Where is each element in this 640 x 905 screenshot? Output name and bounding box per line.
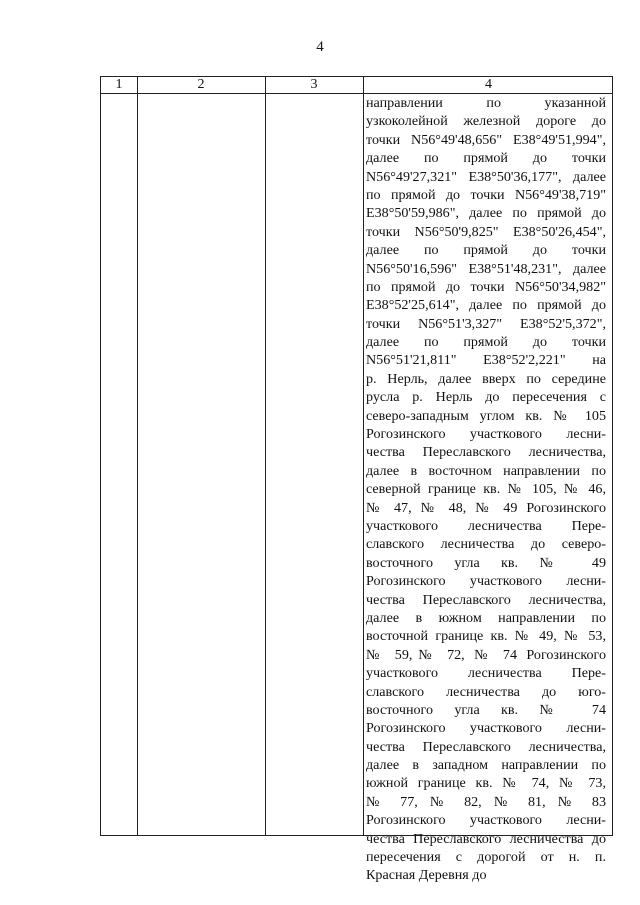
- col4-text-line: участкового лесничества Пере-: [366, 517, 606, 534]
- col4-text-line: далее в западном направлении по: [366, 757, 606, 774]
- col4-text-line: северо-западным углом кв. № 105: [366, 407, 606, 424]
- col4-text-line: восточного угла кв. № 74: [366, 701, 606, 718]
- col4-text-line: чества Переславского лесничества,: [366, 738, 606, 755]
- col4-text-line: № 47, № 48, № 49 Рогозинского: [366, 499, 606, 516]
- boundary-table: [100, 76, 613, 884]
- col4-text-line: русла р. Нерль до пересечения с: [366, 389, 606, 406]
- col4-text-line: точки N56°50'9,825" E38°50'26,454",: [366, 223, 606, 240]
- header-col-1: 1: [115, 77, 123, 92]
- col4-text-line: Рогозинского участкового лесни-: [366, 426, 606, 443]
- col4-text-line: далее по прямой до точки: [366, 242, 606, 259]
- col4-text-line: точки N56°51'3,327" E38°52'5,372",: [366, 315, 606, 332]
- col4-text-line: N56°51'21,811" E38°52'2,221" на: [366, 352, 606, 369]
- col4-text-line: восточной границе кв. № 49, № 53,: [366, 628, 606, 645]
- col4-text-line: далее в восточном направлении по: [366, 462, 606, 479]
- col4-text-line: восточного угла кв. № 49: [366, 554, 606, 571]
- col4-text-line: N56°49'27,321" E38°50'36,177", далее: [366, 168, 606, 185]
- col4-text-line: № 59,№ 72, № 74 Рогозинского: [366, 646, 606, 663]
- column-divider-1: [137, 77, 138, 835]
- col4-text-line: пересечения с дорогой от н. п.: [366, 849, 606, 866]
- column-divider-3: [363, 77, 364, 835]
- header-col-3: 3: [310, 77, 318, 92]
- col4-text-line: чества Переславского лесничества,: [366, 591, 606, 608]
- col4-text-line: далее по прямой до точки: [366, 334, 606, 351]
- col4-description: [366, 94, 606, 885]
- col4-text-line: участкового лесничества Пере-: [366, 665, 606, 682]
- col4-text-line: чества Переславского лесничества,: [366, 444, 606, 461]
- col4-text-line: № 77, № 82, № 81, № 83: [366, 793, 606, 810]
- col4-text-line: далее по прямой до точки: [366, 150, 606, 167]
- col4-text-line: южной границе кв. № 74, № 73,: [366, 775, 606, 792]
- col4-text-line: направлении по указанной: [366, 95, 606, 111]
- col4-text-line: чества Переславского лесничества до: [366, 830, 606, 847]
- col4-text-line: далее в южном направлении по: [366, 609, 606, 626]
- col4-text-line: Красная Деревня до: [366, 867, 487, 884]
- col4-text-line: Рогозинского участкового лесни-: [366, 573, 606, 590]
- col4-text-line: точки N56°49'48,656" E38°49'51,994",: [366, 131, 606, 148]
- col4-text-line: узкоколейной железной дороге до: [366, 113, 606, 130]
- col4-text-line: по прямой до точки N56°49'38,719": [366, 186, 606, 203]
- page-number: 4: [316, 39, 324, 55]
- col4-text-line: славского лесничества до северо-: [366, 536, 606, 553]
- col4-text-line: Рогозинского участкового лесни-: [366, 720, 606, 737]
- col4-text-line: Рогозинского участкового лесни-: [366, 812, 606, 829]
- column-divider-2: [265, 77, 266, 835]
- col4-text-line: р. Нерль, далее вверх по середине: [366, 370, 606, 387]
- header-col-2: 2: [197, 77, 205, 92]
- col4-text-line: N56°50'16,596" E38°51'48,231", далее: [366, 260, 606, 277]
- col4-text-line: по прямой до точки N56°50'34,982": [366, 278, 606, 295]
- col4-text-line: E38°50'59,986", далее по прямой до: [366, 205, 606, 222]
- col4-text-line: славского лесничества до юго-: [366, 683, 606, 700]
- header-col-4: 4: [485, 77, 492, 92]
- col4-text-line: E38°52'25,614", далее по прямой до: [366, 297, 606, 314]
- col4-text-line: северной границе кв. № 105, № 46,: [366, 481, 606, 498]
